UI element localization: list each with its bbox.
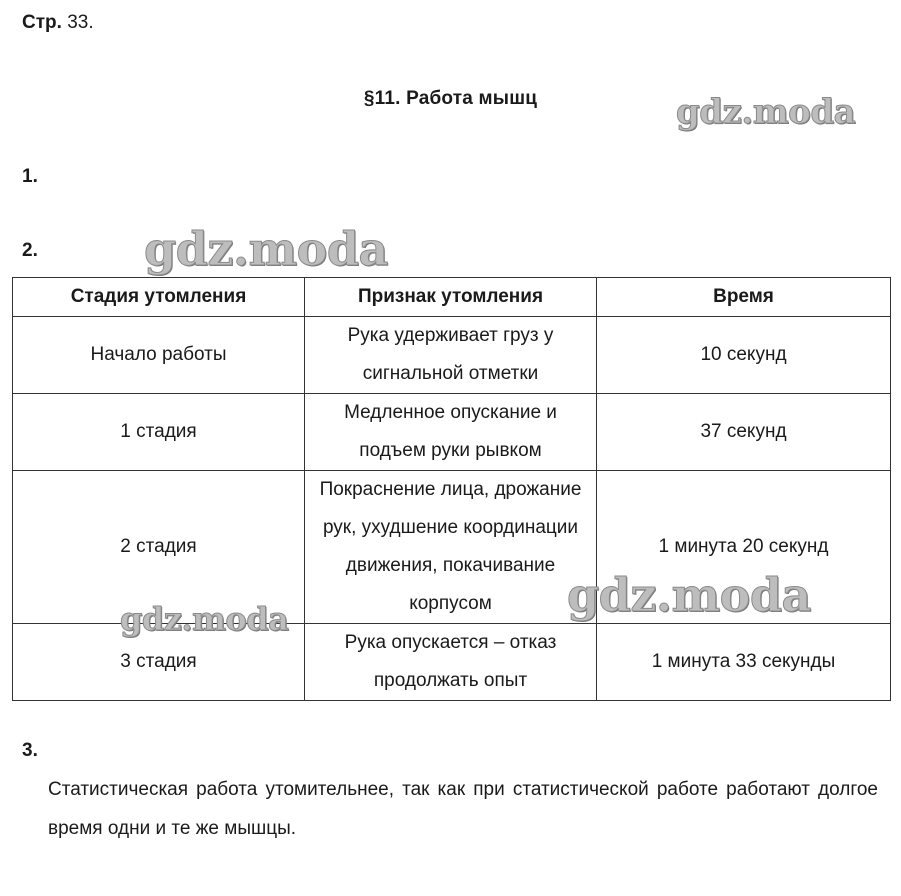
question-2-number: 2. [22, 240, 38, 261]
watermark: gdz.moda [144, 222, 388, 276]
fatigue-table [12, 277, 891, 701]
table-row [13, 394, 891, 471]
section-title-text: §11. Работа мышц [363, 88, 538, 109]
header-sign: Признак утомления [305, 278, 597, 317]
cell-sign: Покраснение лица, дрожание рук, ухудшение координации движения, покачивание корпусом [305, 471, 597, 624]
cell-stage: 1 стадия [13, 394, 305, 471]
question-1-number: 1. [22, 166, 38, 187]
cell-stage: 2 стадия [13, 471, 305, 624]
table-row [13, 317, 891, 394]
header-stage: Стадия утомления [13, 278, 305, 317]
cell-time: 1 минута 20 секунд [597, 471, 891, 624]
header-time: Время [597, 278, 891, 317]
question-3-number: 3. [22, 740, 38, 761]
page-label-number: 33 [67, 12, 89, 33]
watermark: gdz.moda [120, 600, 289, 638]
watermark: gdz.moda [567, 568, 811, 622]
table-row [13, 471, 891, 624]
cell-time: 10 секунд [597, 317, 891, 394]
cell-time: 1 минута 33 секунды [597, 624, 891, 701]
page-label-prefix: Стр. [22, 12, 62, 33]
watermark: gdz.moda [676, 92, 856, 132]
cell-stage: 3 стадия [13, 624, 305, 701]
table-row [13, 624, 891, 701]
cell-stage: Начало работы [13, 317, 305, 394]
cell-sign: Рука опускается – отказ продолжать опыт [305, 624, 597, 701]
section-title [0, 88, 901, 110]
cell-sign: Медленное опускание и подъем руки рывком [305, 394, 597, 471]
table-header-row [13, 278, 891, 317]
page-number-label [22, 12, 94, 34]
page-label-suffix: . [88, 12, 94, 33]
cell-sign: Рука удерживает груз у сигнальной отметки [305, 317, 597, 394]
cell-time: 37 секунд [597, 394, 891, 471]
question-3-answer: Статистическая работа утомительнее, так как при статистической работе работают долгое время одни и те же мышцы. [48, 779, 878, 839]
